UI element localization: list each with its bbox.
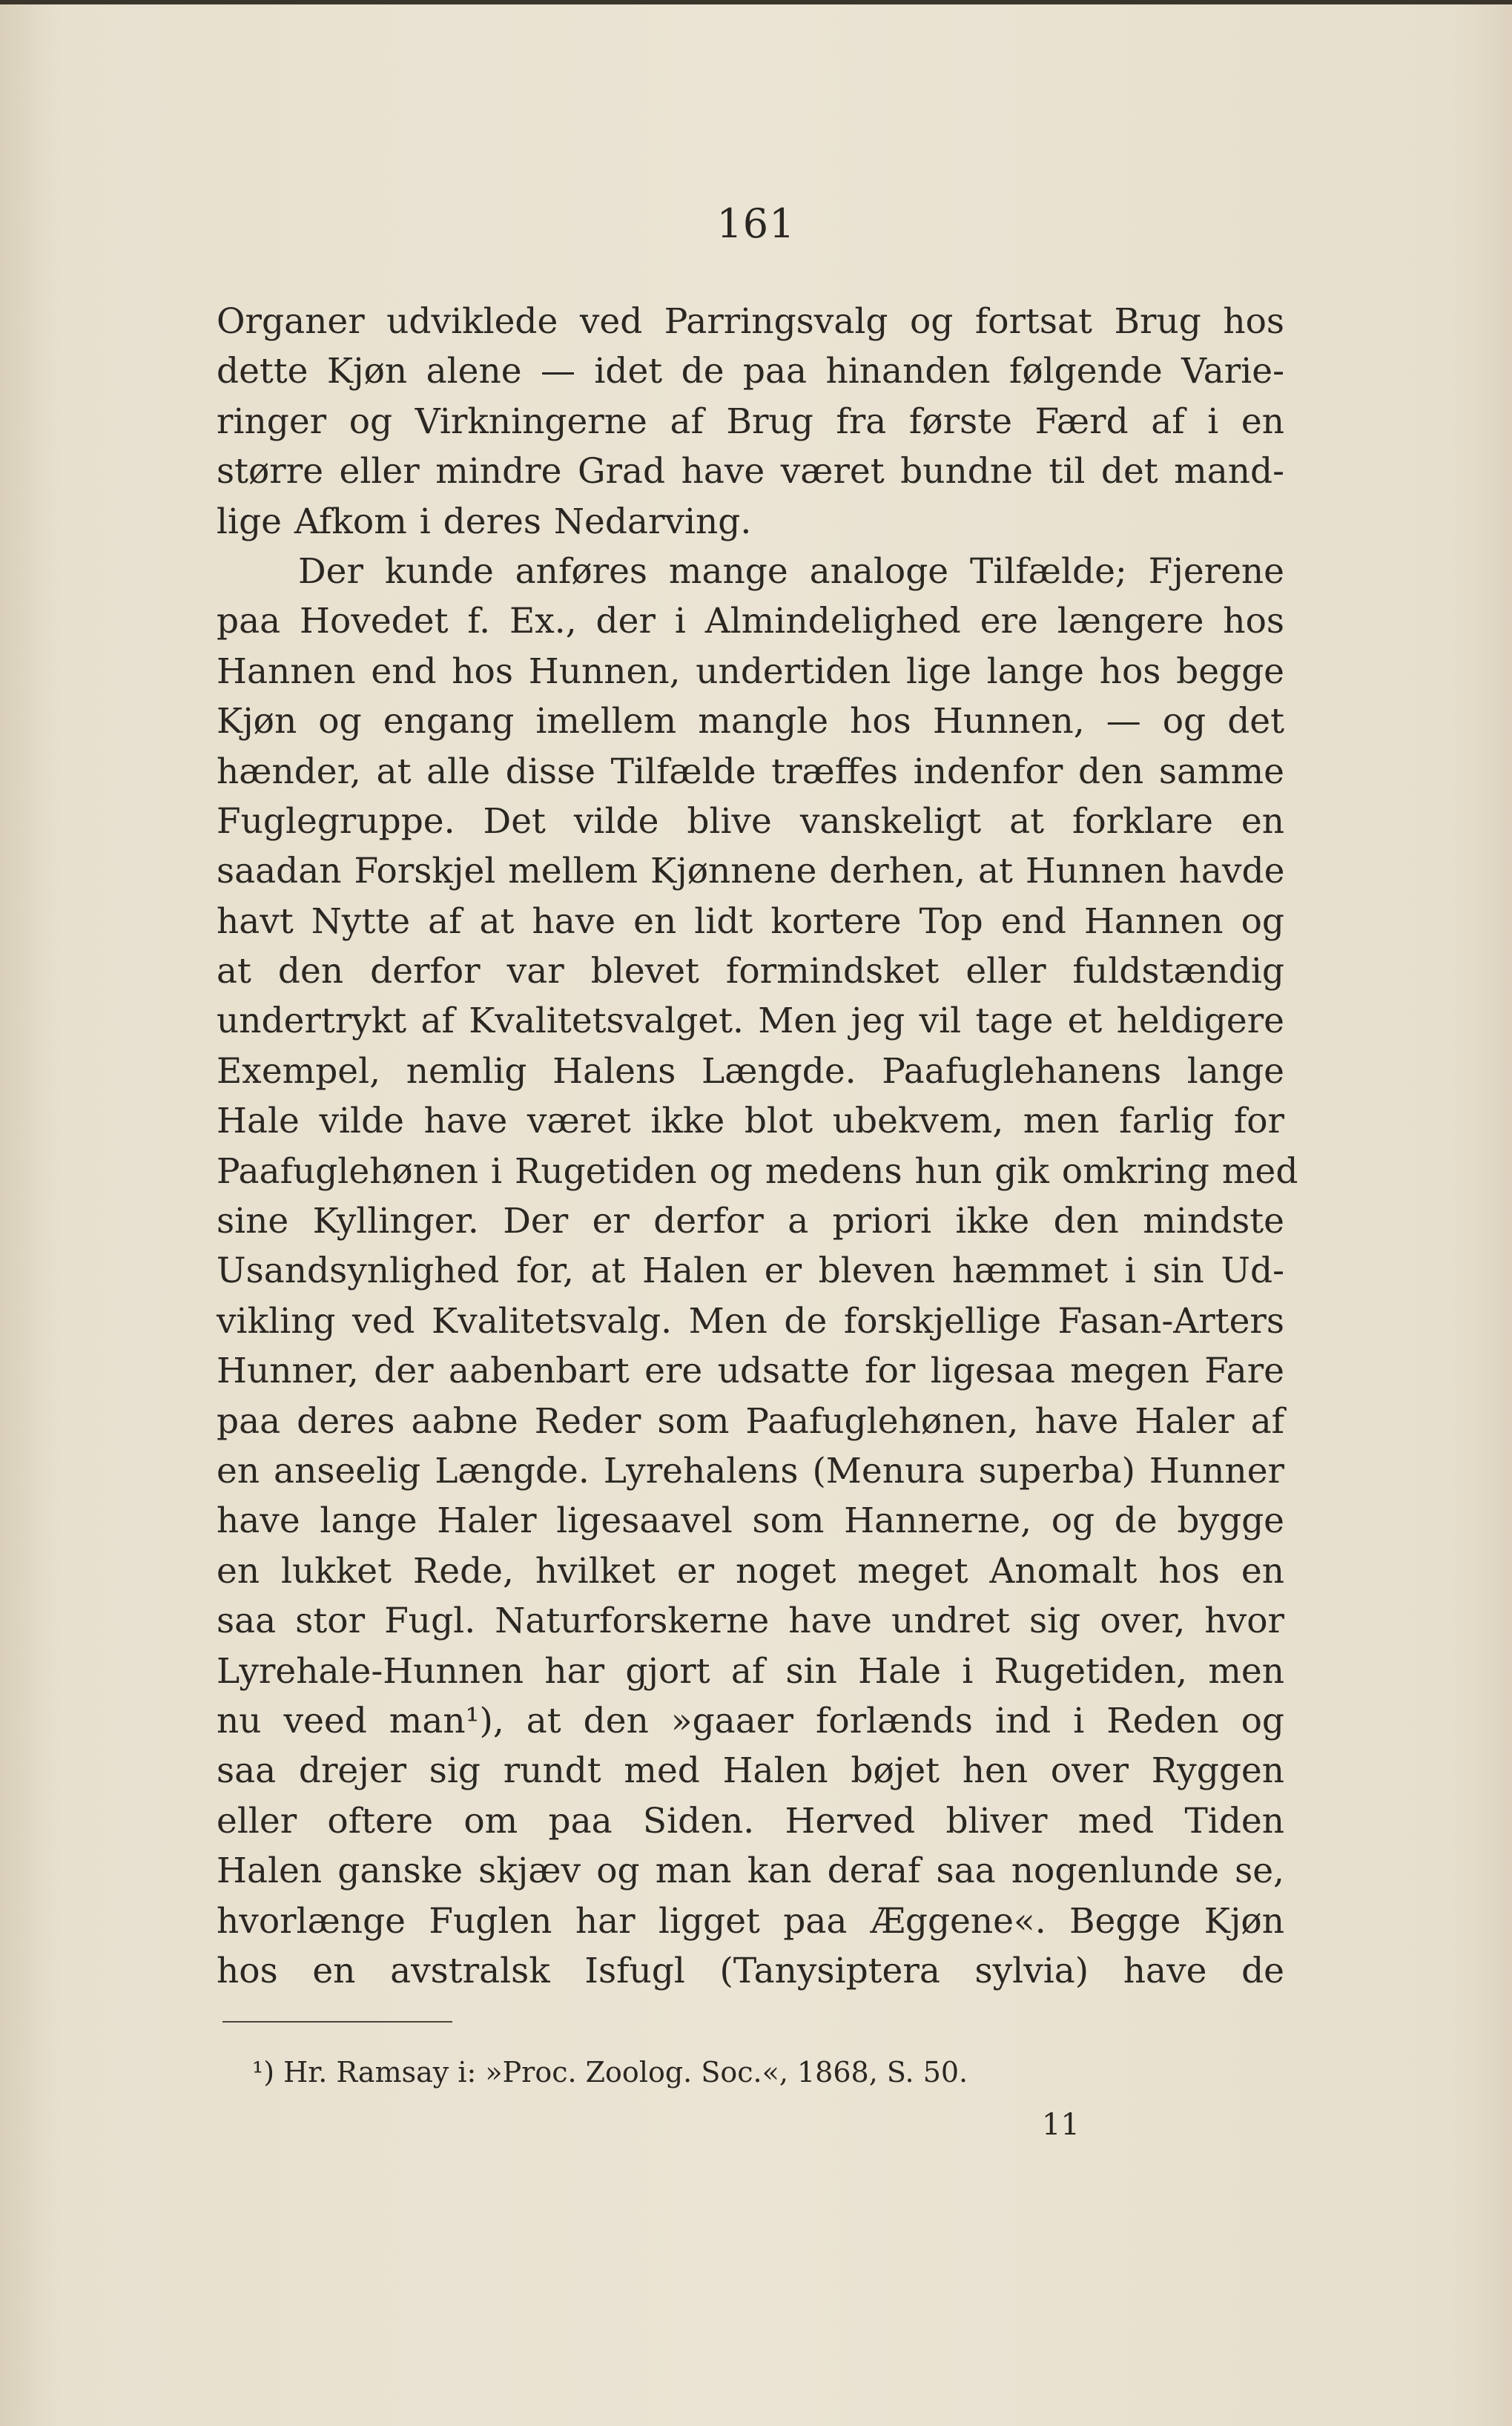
text-line: Paafuglehønen i Rugetiden og medens hun gik omkring med bbox=[217, 1150, 1298, 1192]
footnote bbox=[252, 2056, 968, 2089]
text-line: lige Afkom i deres Nedarving. bbox=[217, 501, 752, 542]
text-line: hos en avstralsk Isfugl (Tanysiptera sylvia) have de bbox=[217, 1950, 1284, 1991]
text-line: større eller mindre Grad have været bundne til det mand- bbox=[217, 451, 1284, 492]
text-line: Hannen end hos Hunnen, undertiden lige lange hos begge bbox=[217, 650, 1284, 692]
text-line: ringer og Virkningerne af Brug fra første Færd af i en bbox=[217, 401, 1284, 442]
page-top-edge bbox=[0, 0, 1512, 4]
text-line: Organer udviklede ved Parringsvalg og fortsat Brug hos bbox=[217, 301, 1284, 342]
footnote-text: Hr. Ramsay i: »Proc. Zoolog. Soc.«, 1868, S. 50. bbox=[283, 2056, 968, 2089]
signature-mark: 11 bbox=[1042, 2108, 1080, 2142]
text-line: hænder, at alle disse Tilfælde træffes indenfor den samme bbox=[217, 751, 1284, 792]
text-line: havt Nytte af at have en lidt kortere Top end Hannen og bbox=[217, 900, 1284, 942]
text-line: en anseelig Længde. Lyrehalens (Menura superba) Hunner bbox=[217, 1450, 1284, 1491]
text-line: eller oftere om paa Siden. Herved bliver med Tiden bbox=[217, 1800, 1284, 1842]
text-line: sine Kyllinger. Der er derfor a priori ikke den mindste bbox=[217, 1201, 1284, 1242]
text-line: paa deres aabne Reder som Paafuglehønen, have Haler af bbox=[217, 1400, 1284, 1442]
text-line: Kjøn og engang imellem mangle hos Hunnen, — og det bbox=[217, 701, 1284, 742]
text-line: dette Kjøn alene — idet de paa hinanden følgende Varie- bbox=[217, 351, 1284, 392]
body-text bbox=[217, 297, 1298, 1996]
text-line: nu veed man¹), at den »gaaer forlænds ind i Reden og bbox=[217, 1700, 1284, 1741]
text-line: Fuglegruppe. Det vilde blive vanskeligt at forklare en bbox=[217, 800, 1284, 842]
text-line: Lyrehale-Hunnen har gjort af sin Hale i Rugetiden, men bbox=[217, 1650, 1284, 1692]
text-line: saa stor Fugl. Naturforskerne have undret sig over, hvor bbox=[217, 1601, 1284, 1642]
text-line: saadan Forskjel mellem Kjønnene derhen, at Hunnen havde bbox=[217, 851, 1285, 892]
text-line: en lukket Rede, hvilket er noget meget Anomalt hos en bbox=[217, 1550, 1284, 1592]
text-line: vikling ved Kvalitetsvalg. Men de forskjellige Fasan-Arters bbox=[217, 1300, 1284, 1342]
text-line: at den derfor var blevet formindsket eller fuldstændig bbox=[217, 951, 1284, 992]
text-line: Exempel, nemlig Halens Længde. Paafuglehanens lange bbox=[217, 1050, 1284, 1092]
text-line: Hunner, der aabenbart ere udsatte for ligesaa megen Fare bbox=[217, 1351, 1284, 1392]
text-line: undertrykt af Kvalitetsvalget. Men jeg vil tage et heldigere bbox=[217, 1001, 1284, 1042]
text-line: hvorlænge Fuglen har ligget paa Æggene«. Begge Kjøn bbox=[217, 1900, 1284, 1942]
footnote-marker: ¹) bbox=[252, 2056, 275, 2089]
text-line: saa drejer sig rundt med Halen bøjet hen over Ryggen bbox=[217, 1750, 1284, 1792]
text-line: Halen ganske skjæv og man kan deraf saa nogenlunde se, bbox=[217, 1850, 1284, 1892]
text-line: Hale vilde have været ikke blot ubekvem, men farlig for bbox=[217, 1101, 1284, 1142]
text-line: paa Hovedet f. Ex., der i Almindelighed ere længere hos bbox=[217, 601, 1284, 642]
text-line: Der kunde anføres mange analoge Tilfælde; Fjerene bbox=[298, 550, 1284, 592]
text-line: Usandsynlighed for, at Halen er bleven hæmmet i sin Ud- bbox=[217, 1250, 1284, 1292]
footnote-rule bbox=[222, 2021, 452, 2023]
text-line: have lange Haler ligesaavel som Hannerne, og de bygge bbox=[217, 1500, 1284, 1542]
page-number: 161 bbox=[716, 200, 796, 247]
